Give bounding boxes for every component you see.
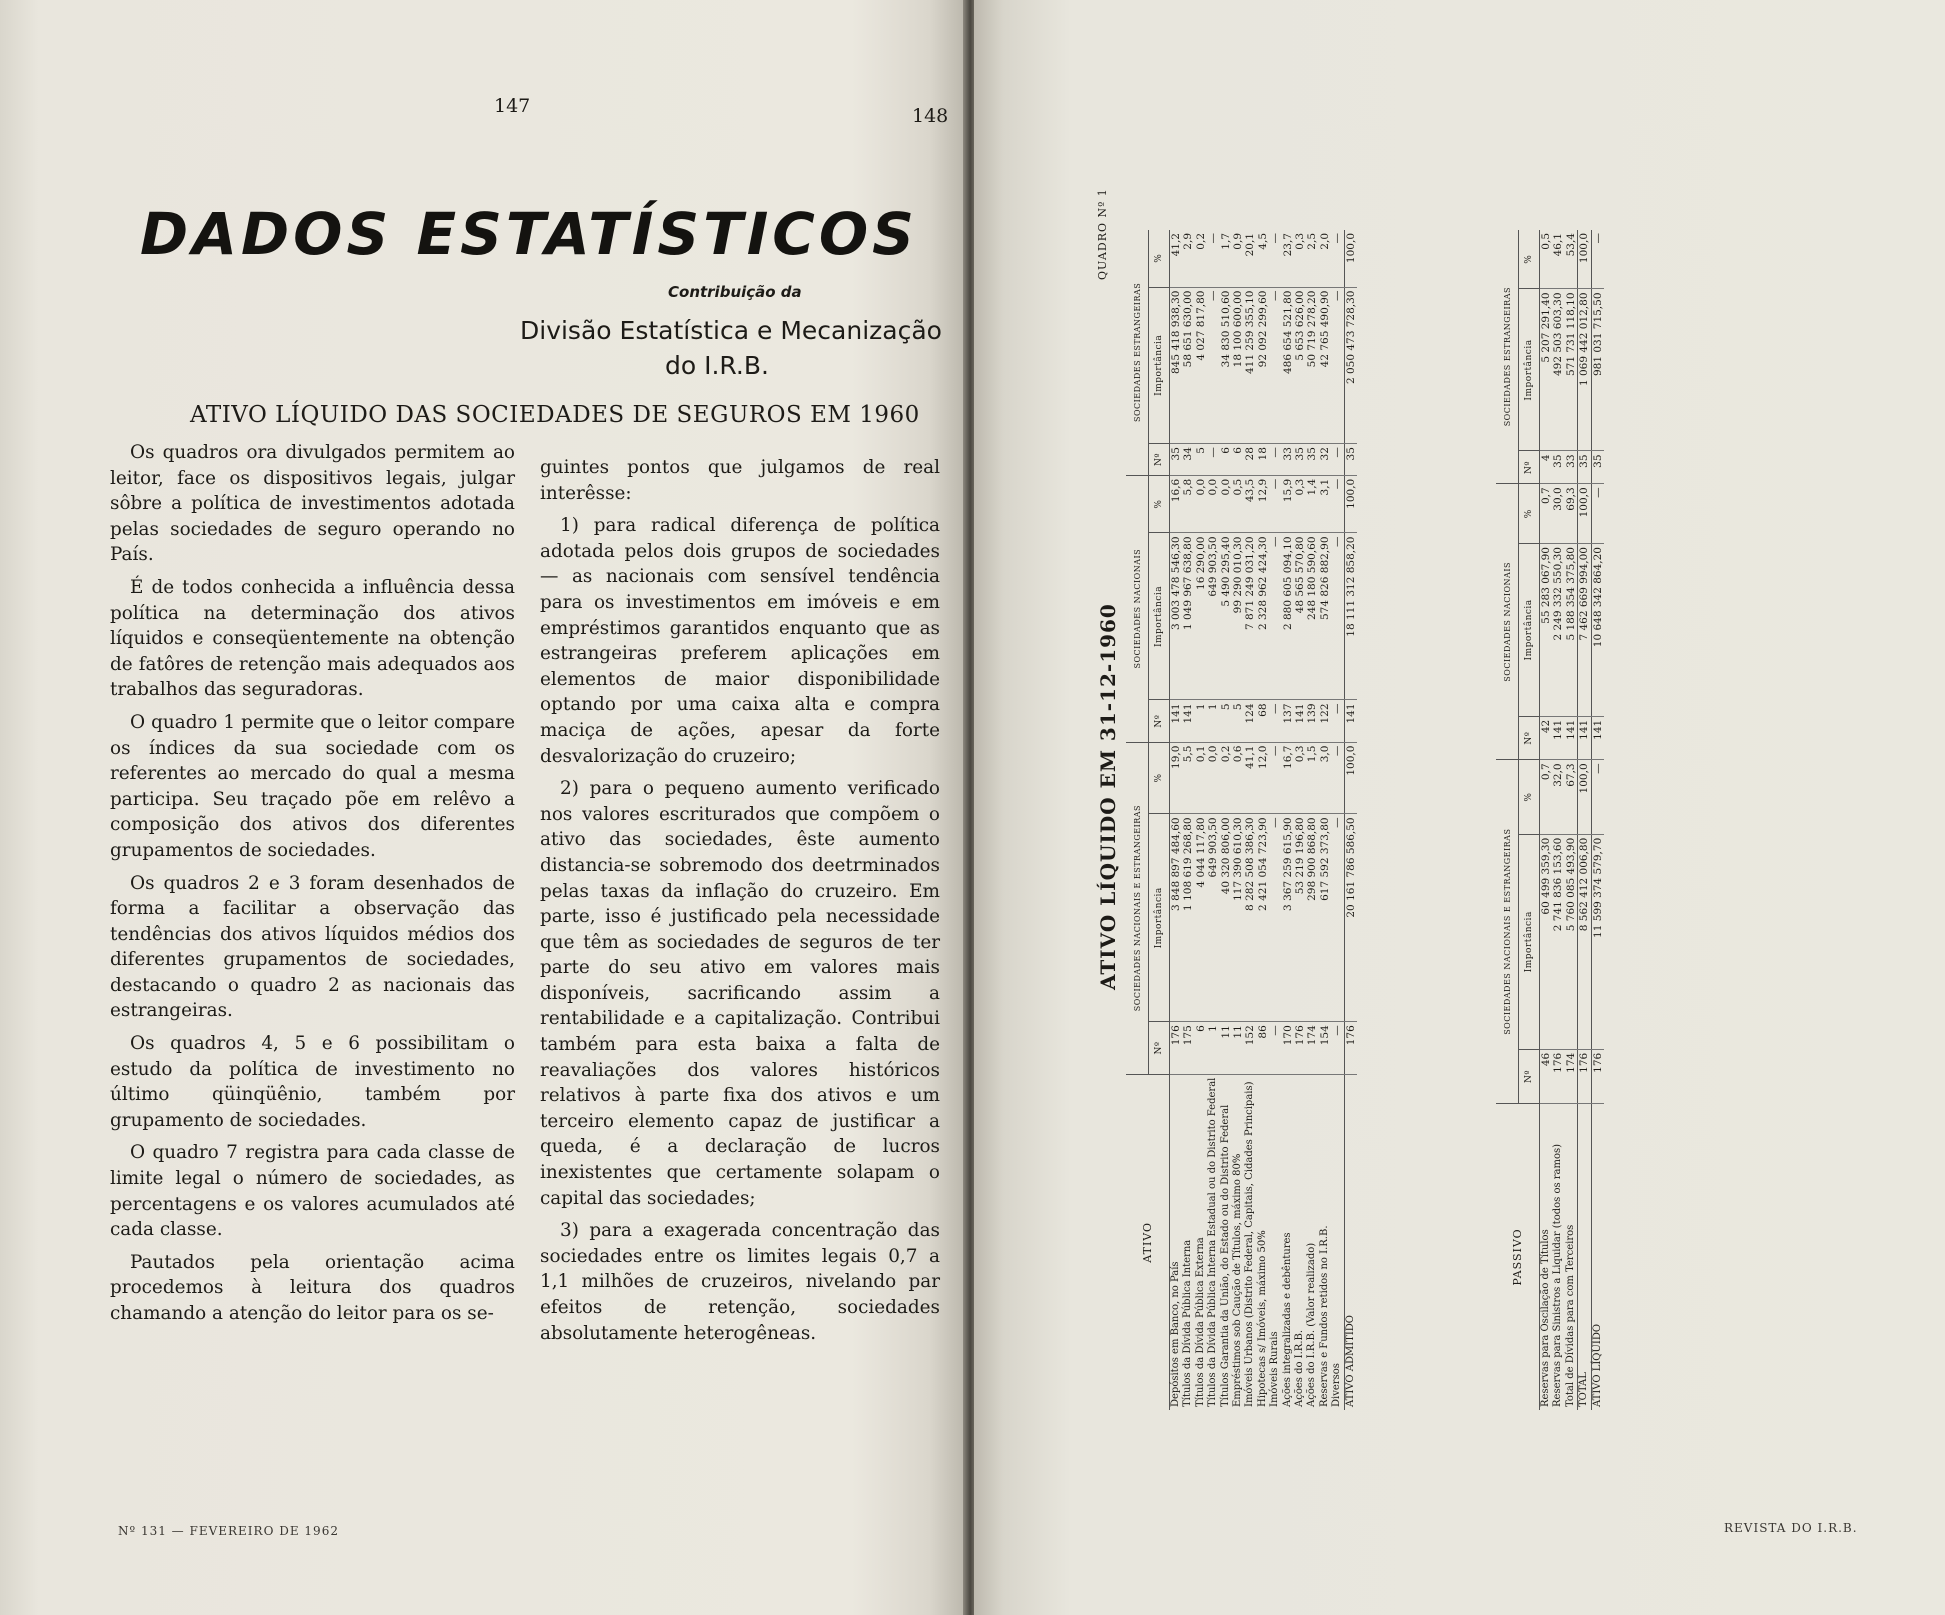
table-cell: 137 xyxy=(1282,700,1294,742)
table-cell: 16 290,00 xyxy=(1195,533,1207,700)
table-cell: 141 xyxy=(1565,716,1578,760)
table-row xyxy=(1269,230,1281,1410)
table-cell: 175 xyxy=(1182,1022,1194,1074)
table-cell: — xyxy=(1269,287,1281,444)
table-cell: 100,0 xyxy=(1344,230,1357,287)
table-row xyxy=(1170,230,1183,1410)
ativo-table-body xyxy=(1170,230,1358,1410)
table-cell: — xyxy=(1331,700,1344,742)
col-header: Importância xyxy=(1149,533,1170,700)
table-cell: 152 xyxy=(1244,1022,1256,1074)
table-title: ATIVO LÍQUIDO EM 31-12-1960 xyxy=(1096,603,1120,990)
table-cell: 68 xyxy=(1257,700,1269,742)
table-cell: 117 390 610,30 xyxy=(1232,814,1244,1022)
issue-footer: Nº 131 — FEVEREIRO DE 1962 xyxy=(118,1524,339,1538)
table-cell: 4 027 817,80 xyxy=(1195,287,1207,444)
row-label: Reservas para Oscilação de Títulos xyxy=(1540,1229,1551,1407)
article-subtitle: ATIVO LÍQUIDO DAS SOCIEDADES DE SEGUROS EM 1960 xyxy=(190,402,920,428)
table-cell: 574 826 882,90 xyxy=(1319,533,1331,700)
table-cell: 0,0 xyxy=(1207,742,1219,814)
table-cell: 0,2 xyxy=(1195,230,1207,287)
table-row xyxy=(1306,230,1318,1410)
row-label: Total de Dívidas para com Terceiros xyxy=(1564,1224,1576,1407)
table-cell: 411 259 355,10 xyxy=(1244,287,1256,444)
row-label: Empréstimos sob Caução de Títulos, máximo 80% xyxy=(1232,1153,1244,1407)
table-cell: 0,6 xyxy=(1232,742,1244,814)
table-cell: 141 xyxy=(1344,700,1357,742)
table-cell: 1 xyxy=(1207,700,1219,742)
table-cell: 1 xyxy=(1195,700,1207,742)
table-cell: — xyxy=(1591,230,1604,289)
ativo-header: ATIVO xyxy=(1126,1074,1170,1410)
table-cell: 53,4 xyxy=(1565,230,1578,289)
table-row xyxy=(1565,230,1578,1410)
col-header: Importância xyxy=(1519,544,1540,717)
group-header: SOCIEDADES NACIONAIS E ESTRANGEIRAS xyxy=(1126,742,1149,1074)
table-cell: 0,2 xyxy=(1220,742,1232,814)
table-cell: 46,1 xyxy=(1552,230,1564,289)
col-header: % xyxy=(1149,230,1170,287)
table-cell: 5 207 291,40 xyxy=(1540,289,1553,451)
table-cell: 2 741 836 153,60 xyxy=(1552,834,1564,1049)
row-label: Ações do I.R.B. xyxy=(1294,1329,1306,1407)
table-cell: 30,0 xyxy=(1552,484,1564,544)
table-cell: 42 xyxy=(1540,716,1553,760)
table-cell: 0,1 xyxy=(1195,742,1207,814)
table-cell: 10 648 342 864,20 xyxy=(1591,544,1604,717)
table-cell: 6 xyxy=(1195,1022,1207,1074)
table-cell: 176 xyxy=(1578,1049,1591,1103)
paragraph: guintes pontos que julgamos de real interêsse: xyxy=(540,457,940,504)
table-cell: — xyxy=(1269,475,1281,533)
paragraph: Pautados pela orientação acima procedemos à leitura dos quadros chamando a atenção do leitor para os se- xyxy=(110,1251,515,1324)
col-header: Nº xyxy=(1149,444,1170,476)
paragraph: É de todos conhecida a influência dessa política na determinação dos ativos líquidos e conseqüentemente na obtenção de fatôres de retenção mais adequados aos trabalhos das seguradoras. xyxy=(110,576,515,701)
table-cell: 46 xyxy=(1540,1049,1553,1103)
col-header: Nº xyxy=(1149,1022,1170,1074)
table-cell: 43,5 xyxy=(1244,475,1256,533)
row-label: Ações integralizadas e debêntures xyxy=(1281,1232,1293,1407)
table-cell: 170 xyxy=(1282,1022,1294,1074)
table-cell: 248 180 590,60 xyxy=(1306,533,1318,700)
table-cell: 4 xyxy=(1540,451,1553,484)
row-label: Imóveis Rurais xyxy=(1269,1331,1281,1407)
col-header: Nº xyxy=(1519,1049,1540,1103)
table-cell: 35 xyxy=(1552,451,1564,484)
row-label: Títulos da Dívida Pública Interna xyxy=(1182,1239,1194,1407)
col-header: Nº xyxy=(1519,716,1540,760)
paragraph: 2) para o pequeno aumento verificado nos valores escriturados que compõem o ativo das sociedades, êste aumento distancia-se sobremodo dos deetrminados pelas taxas da inflação do cruzeiro. Em parte, isso é justificado pela necessidade que têm as sociedades de seguros de ter parte do seu ativo em valores mais disponíveis, sacrificando assim a rentabilidade e a capitalização. Contribui também para esta baixa a falta de reavaliações dos valores históricos relativos à parte fixa dos ativos e um terceiro elemento capaz de justificar a queda, é a declaração de lucros inexistentes que certamente solapam o capital das sociedades; xyxy=(540,778,940,1209)
table-cell: 2 421 054 723,90 xyxy=(1257,814,1269,1022)
table-cell: — xyxy=(1207,287,1219,444)
passivo-table xyxy=(1496,230,1604,1410)
table-cell: 617 592 373,80 xyxy=(1319,814,1331,1022)
table-cell: 5 760 085 493,90 xyxy=(1565,834,1578,1049)
table-cell: 50 719 278,20 xyxy=(1306,287,1318,444)
table-row xyxy=(1540,230,1553,1410)
passivo-header: PASSIVO xyxy=(1496,1104,1540,1411)
table-cell: 0,5 xyxy=(1540,230,1553,289)
table-cell: 492 503 603,30 xyxy=(1552,289,1564,451)
table-cell: 42 765 490,90 xyxy=(1319,287,1331,444)
table-cell: 100,0 xyxy=(1344,742,1357,814)
table-cell: — xyxy=(1331,1022,1344,1074)
total-row xyxy=(1344,230,1357,1410)
division-name: Divisão Estatística e Mecanização xyxy=(520,316,942,345)
table-cell: 2 328 962 424,30 xyxy=(1257,533,1269,700)
table-cell: 35 xyxy=(1306,444,1318,476)
table-cell: 5,8 xyxy=(1182,475,1194,533)
table-cell: 981 031 715,50 xyxy=(1591,289,1604,451)
col-header: Nº xyxy=(1519,451,1540,484)
table-cell: 20,1 xyxy=(1244,230,1256,287)
table-cell: — xyxy=(1269,230,1281,287)
group-header: SOCIEDADES NACIONAIS xyxy=(1496,484,1519,760)
table-cell: 16,7 xyxy=(1282,742,1294,814)
table-cell: 298 900 868,80 xyxy=(1306,814,1318,1022)
table-cell: 6 xyxy=(1232,444,1244,476)
table-row xyxy=(1195,230,1207,1410)
paragraph: 3) para a exagerada concentração das sociedades entre os limites legais 0,7 a 1,1 milhões de cruzeiros, nivelando par efeitos de retenção, sociedades absolutamente heterogêneas. xyxy=(540,1220,940,1344)
journal-footer: REVISTA DO I.R.B. xyxy=(1724,1521,1858,1535)
table-cell: 1,7 xyxy=(1220,230,1232,287)
table-cell: 176 xyxy=(1170,1022,1183,1074)
table-cell: 8 282 508 386,30 xyxy=(1244,814,1256,1022)
table-cell: 0,3 xyxy=(1294,475,1306,533)
col-header: Nº xyxy=(1149,700,1170,742)
table-cell: 99 290 010,30 xyxy=(1232,533,1244,700)
table-cell: 8 562 412 006,80 xyxy=(1578,834,1591,1049)
table-cell: 100,0 xyxy=(1578,484,1591,544)
row-label: Diversos xyxy=(1331,1363,1343,1407)
table-cell: 1 108 619 268,80 xyxy=(1182,814,1194,1022)
col-header: % xyxy=(1149,742,1170,814)
table-cell: 3 848 897 484,60 xyxy=(1170,814,1183,1022)
table-cell: 12,0 xyxy=(1257,742,1269,814)
table-cell: 53 219 196,80 xyxy=(1294,814,1306,1022)
table-cell: 0,7 xyxy=(1540,760,1553,834)
group-header: SOCIEDADES NACIONAIS E ESTRANGEIRAS xyxy=(1496,760,1519,1104)
table-cell: 40 320 806,00 xyxy=(1220,814,1232,1022)
row-label: ATIVO ADMITIDO xyxy=(1344,1074,1357,1410)
table-cell: 3 003 478 546,30 xyxy=(1170,533,1183,700)
table-cell: 5 188 354 375,80 xyxy=(1565,544,1578,717)
table-cell: — xyxy=(1331,230,1344,287)
total-row xyxy=(1591,230,1604,1410)
table-cell: 5 xyxy=(1232,700,1244,742)
table-cell: 845 418 938,30 xyxy=(1170,287,1183,444)
table-row xyxy=(1331,230,1344,1410)
paragraph: O quadro 7 registra para cada classe de limite legal o número de sociedades, as percentagens e os valores acumulados até cada classe. xyxy=(110,1142,515,1241)
table-cell: 124 xyxy=(1244,700,1256,742)
table-cell: — xyxy=(1591,760,1604,834)
table-cell: 141 xyxy=(1294,700,1306,742)
row-label: Títulos da Dívida Pública Externa xyxy=(1194,1237,1206,1407)
contribution-label: Contribuição da xyxy=(668,283,802,301)
table-cell: 5 653 626,00 xyxy=(1294,287,1306,444)
table-row xyxy=(1220,230,1232,1410)
row-label: Hipotecas s/ Imóveis, máximo 50% xyxy=(1256,1230,1268,1407)
col-header: % xyxy=(1519,230,1540,289)
table-cell: 15,9 xyxy=(1282,475,1294,533)
table-cell: 19,0 xyxy=(1170,742,1183,814)
table-row xyxy=(1182,230,1194,1410)
table-cell: 176 xyxy=(1591,1049,1604,1103)
table-cell: — xyxy=(1269,1022,1281,1074)
table-cell: 1,4 xyxy=(1306,475,1318,533)
row-label: Reservas para Sinistros a Liquidar (todos os ramos) xyxy=(1552,1143,1564,1407)
row-label: Títulos Garantia da União, do Estado ou do Distrito Federal xyxy=(1219,1104,1231,1407)
table-cell: — xyxy=(1331,742,1344,814)
table-cell: 92 092 299,60 xyxy=(1257,287,1269,444)
passivo-table-body xyxy=(1540,230,1605,1410)
group-header: SOCIEDADES ESTRANGEIRAS xyxy=(1496,230,1519,484)
table-cell: 18 xyxy=(1257,444,1269,476)
table-cell: 139 xyxy=(1306,700,1318,742)
page-number: 148 xyxy=(912,105,949,127)
table-cell: 41,2 xyxy=(1170,230,1183,287)
table-cell: 7 462 669 994,00 xyxy=(1578,544,1591,717)
table-cell: 0,0 xyxy=(1207,475,1219,533)
table-cell: 67,3 xyxy=(1565,760,1578,834)
table-cell: — xyxy=(1591,484,1604,544)
table-cell: 32,0 xyxy=(1552,760,1564,834)
table-row xyxy=(1257,230,1269,1410)
page-title: DADOS ESTATÍSTICOS xyxy=(140,200,918,268)
table-cell: 35 xyxy=(1578,451,1591,484)
table-cell: 141 xyxy=(1591,716,1604,760)
table-row xyxy=(1232,230,1244,1410)
table-cell: 4,5 xyxy=(1257,230,1269,287)
table-cell: 2 249 332 550,30 xyxy=(1552,544,1564,717)
text-column-2 xyxy=(540,455,940,1353)
table-cell: — xyxy=(1269,814,1281,1022)
row-label: ATIVO LÍQUIDO xyxy=(1591,1104,1604,1411)
table-cell: 48 565 570,80 xyxy=(1294,533,1306,700)
total-row xyxy=(1578,230,1591,1410)
table-cell: 11 xyxy=(1220,1022,1232,1074)
table-cell: 35 xyxy=(1294,444,1306,476)
table-row xyxy=(1552,230,1564,1410)
row-label: Títulos da Dívida Pública Interna Estadual ou do Distrito Federal xyxy=(1207,1077,1219,1407)
table-cell: 0,0 xyxy=(1220,475,1232,533)
table-row xyxy=(1207,230,1219,1410)
table-cell: 100,0 xyxy=(1578,760,1591,834)
paragraph: Os quadros 4, 5 e 6 possibilitam o estudo da política de investimento no último qüinqüênio, também por grupamento de sociedades. xyxy=(110,1033,515,1131)
table-cell: — xyxy=(1331,533,1344,700)
table-cell: 33 xyxy=(1565,451,1578,484)
table-cell: 34 xyxy=(1182,444,1194,476)
table-cell: 23,7 xyxy=(1282,230,1294,287)
table-cell: 41,1 xyxy=(1244,742,1256,814)
table-cell: 141 xyxy=(1552,716,1564,760)
table-cell: 154 xyxy=(1319,1022,1331,1074)
table-cell: 0,3 xyxy=(1294,742,1306,814)
table-cell: 649 903,50 xyxy=(1207,533,1219,700)
table-cell: 69,3 xyxy=(1565,484,1578,544)
table-cell: — xyxy=(1331,444,1344,476)
table-cell: 176 xyxy=(1552,1049,1564,1103)
table-cell: 34 830 510,60 xyxy=(1220,287,1232,444)
table-cell: 35 xyxy=(1591,451,1604,484)
table-cell: 20 161 786 586,50 xyxy=(1344,814,1357,1022)
table-cell: 12,9 xyxy=(1257,475,1269,533)
table-cell: 3,0 xyxy=(1319,742,1331,814)
table-row xyxy=(1319,230,1331,1410)
table-cell: 86 xyxy=(1257,1022,1269,1074)
table-cell: 2 880 605 094,10 xyxy=(1282,533,1294,700)
table-cell: 174 xyxy=(1565,1049,1578,1103)
paragraph: Os quadros 2 e 3 foram desenhados de forma a facilitar a observação das tendências dos ativos líquidos médios dos diferentes grupamentos de sociedades, destacando o quadro 2 as nacionais das estrangeiras. xyxy=(110,872,515,1022)
table-cell: 1 049 967 638,80 xyxy=(1182,533,1194,700)
table-row xyxy=(1282,230,1294,1410)
col-header: Importância xyxy=(1149,814,1170,1022)
table-cell: 28 xyxy=(1244,444,1256,476)
table-cell: 0,9 xyxy=(1232,230,1244,287)
paragraph: O quadro 1 permite que o leitor compare os índices da sua sociedade com os referentes ao mercado do qual a mesma participa. Seu traçado põe em relêvo a composição dos ativos dos diferentes grupamentos de sociedades. xyxy=(110,711,515,861)
table-cell: 32 xyxy=(1319,444,1331,476)
division-institution: do I.R.B. xyxy=(665,351,769,380)
table-cell: 1 xyxy=(1207,1022,1219,1074)
table-cell: 60 499 359,30 xyxy=(1540,834,1553,1049)
table-cell: 174 xyxy=(1306,1022,1318,1074)
col-header: % xyxy=(1149,475,1170,533)
row-label: Ações do I.R.B. (Valor realizado) xyxy=(1306,1242,1318,1407)
col-header: Importância xyxy=(1519,834,1540,1049)
table-cell: 0,7 xyxy=(1540,484,1553,544)
table-cell: — xyxy=(1269,742,1281,814)
table-cell: 5 xyxy=(1195,444,1207,476)
table-cell: 35 xyxy=(1344,444,1357,476)
paragraph: 1) para radical diferença de política adotada pelos dois grupos de sociedades — as nacionais com sensível tendência para os investimentos em imóveis e em empréstimos garantidos enquanto que as estrangeiras preferem aplicações em elementos de maior disponibilidade optando por uma caixa alta e compra maciça de ações, apesar da forte desvalorização do cruzeiro; xyxy=(540,515,940,767)
table-cell: 176 xyxy=(1344,1022,1357,1074)
row-label: Depósitos em Banco, no País xyxy=(1170,1261,1181,1407)
col-header: % xyxy=(1519,484,1540,544)
table-cell: 2,5 xyxy=(1306,230,1318,287)
table-cell: — xyxy=(1207,444,1219,476)
table-cell: 100,0 xyxy=(1344,475,1357,533)
table-cell: 2,0 xyxy=(1319,230,1331,287)
table-cell: 58 651 630,00 xyxy=(1182,287,1194,444)
table-cell: — xyxy=(1269,533,1281,700)
table-cell: 141 xyxy=(1578,716,1591,760)
table-cell: — xyxy=(1269,444,1281,476)
row-label: Imóveis Urbanos (Distrito Federal, Capitais, Cidades Principais) xyxy=(1244,1081,1256,1407)
table-cell: 55 283 067,90 xyxy=(1540,544,1553,717)
table-row xyxy=(1294,230,1306,1410)
group-header: SOCIEDADES NACIONAIS xyxy=(1126,475,1149,742)
table-cell: — xyxy=(1331,814,1344,1022)
table-cell: 3,1 xyxy=(1319,475,1331,533)
table-cell: 16,6 xyxy=(1170,475,1183,533)
table-cell: 486 654 521,80 xyxy=(1282,287,1294,444)
col-header: Importância xyxy=(1149,287,1170,444)
left-page xyxy=(0,0,968,1615)
table-cell: 1 069 442 012,80 xyxy=(1578,289,1591,451)
table-cell: 11 xyxy=(1232,1022,1244,1074)
text-column-1 xyxy=(110,440,515,1334)
table-cell: 5 490 295,40 xyxy=(1220,533,1232,700)
table-cell: 100,0 xyxy=(1578,230,1591,289)
table-cell: 35 xyxy=(1170,444,1183,476)
table-row xyxy=(1244,230,1256,1410)
table-cell: 4 044 117,80 xyxy=(1195,814,1207,1022)
col-header: % xyxy=(1519,760,1540,834)
table-cell: 2 050 473 728,30 xyxy=(1344,287,1357,444)
col-header: Importância xyxy=(1519,289,1540,451)
ativo-table xyxy=(1126,230,1357,1410)
table-cell: 0,3 xyxy=(1294,230,1306,287)
page-number: 147 xyxy=(494,95,531,117)
table-cell: 176 xyxy=(1294,1022,1306,1074)
table-cell: — xyxy=(1331,475,1344,533)
table-cell: — xyxy=(1207,230,1219,287)
row-label: TOTAL xyxy=(1578,1104,1591,1411)
table-cell: 5,5 xyxy=(1182,742,1194,814)
table-cell: — xyxy=(1331,287,1344,444)
table-cell: 18 100 600,00 xyxy=(1232,287,1244,444)
table-cell: 6 xyxy=(1220,444,1232,476)
table-cell: 141 xyxy=(1170,700,1183,742)
table-cell: 122 xyxy=(1319,700,1331,742)
table-cell: 3 367 259 615,90 xyxy=(1282,814,1294,1022)
table-number: QUADRO Nº 1 xyxy=(1096,188,1109,280)
table-cell: 571 731 118,10 xyxy=(1565,289,1578,451)
table-cell: 7 871 249 031,20 xyxy=(1244,533,1256,700)
table-cell: 141 xyxy=(1182,700,1194,742)
table-cell: 2,9 xyxy=(1182,230,1194,287)
table-cell: 33 xyxy=(1282,444,1294,476)
table-cell: 11 599 374 579,70 xyxy=(1591,834,1604,1049)
group-header: SOCIEDADES ESTRANGEIRAS xyxy=(1126,230,1149,475)
row-label: Reservas e Fundos retidos no I.R.B. xyxy=(1318,1225,1330,1407)
table-cell: 1,5 xyxy=(1306,742,1318,814)
rotated-table-block xyxy=(1048,190,1838,1450)
table-cell: 18 111 312 858,20 xyxy=(1344,533,1357,700)
table-cell: 649 903,50 xyxy=(1207,814,1219,1022)
table-cell: — xyxy=(1269,700,1281,742)
table-cell: 5 xyxy=(1220,700,1232,742)
table-cell: 0,5 xyxy=(1232,475,1244,533)
paragraph: Os quadros ora divulgados permitem ao leitor, face os dispositivos legais, julgar sôbre a política de investimentos adotada pelas sociedades de seguro operando no País. xyxy=(110,442,515,566)
table-cell: 0,0 xyxy=(1195,475,1207,533)
